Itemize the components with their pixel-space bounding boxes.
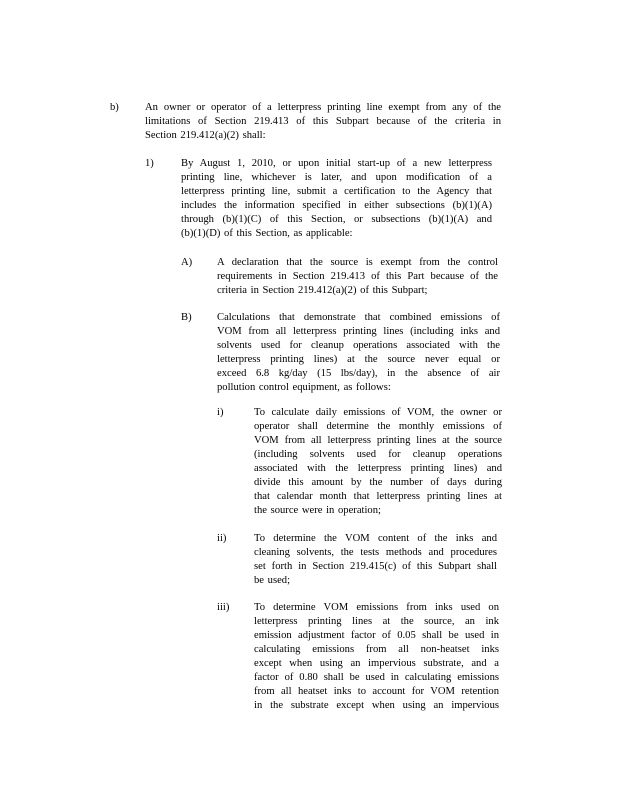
item-1-text: [181, 157, 492, 241]
item-B-line: letterpress printing lines) at the source never equal or: [217, 354, 500, 365]
item-B-line: pollution control equipment, as follows:: [217, 382, 391, 393]
item-i-line: operator shall determine the monthly emissions of: [254, 421, 502, 432]
item-i-line: associated with the letterpress printing lines) and: [254, 463, 502, 474]
item-A-line: A declaration that the source is exempt from the control: [217, 257, 498, 268]
item-A-line: criteria in Section 219.412(a)(2) of this Subpart;: [217, 285, 428, 296]
item-B-line: solvents used for cleanup operations associated with the: [217, 340, 500, 351]
item-i-text: [254, 406, 502, 518]
item-iii-line: factor of 0.80 shall be used in calculating emissions: [254, 672, 499, 683]
section-b-line: limitations of Section 219.413 of this Subpart because of the criteria in: [145, 116, 501, 127]
item-ii-line: be used;: [254, 575, 291, 586]
item-1-line: By August 1, 2010, or upon initial start-up of a new letterpress: [181, 158, 492, 169]
section-b-marker: b): [110, 102, 119, 113]
item-A-marker: A): [181, 257, 193, 268]
item-iii-line: in the substrate except when using an impervious: [254, 700, 499, 711]
item-B-line: exceed 6.8 kg/day (15 lbs/day), in the absence of air: [217, 368, 500, 379]
item-B-line: VOM from all letterpress printing lines (including inks and: [217, 326, 500, 337]
item-iii-line: except when using an impervious substrate, and a: [254, 658, 499, 669]
item-1-line: letterpress printing line, submit a certification to the Agency that: [181, 186, 492, 197]
item-ii-line: cleaning solvents, the tests methods and procedures: [254, 547, 497, 558]
section-b-line: Section 219.412(a)(2) shall:: [145, 130, 266, 141]
item-i-line: (including solvents used for cleanup operations: [254, 449, 502, 460]
item-i-line: VOM from all letterpress printing lines at the source: [254, 435, 502, 446]
item-B-text: [217, 311, 500, 395]
section-b-text: [145, 101, 501, 143]
item-iii-line: from all heatset inks to account for VOM retention: [254, 686, 499, 697]
item-iii-line: letterpress printing lines at the source, an ink: [254, 616, 499, 627]
item-iii-text: [254, 601, 499, 713]
item-ii-line: set forth in Section 219.415(c) of this Subpart shall: [254, 561, 497, 572]
section-b-line: An owner or operator of a letterpress printing line exempt from any of the: [145, 102, 501, 113]
item-1-line: includes the information specified in either subsections (b)(1)(A): [181, 200, 492, 211]
item-iii-line: To determine VOM emissions from inks used on: [254, 602, 499, 613]
item-i-line: To calculate daily emissions of VOM, the owner or: [254, 407, 502, 418]
item-iii-marker: iii): [217, 602, 230, 613]
item-ii-text: [254, 532, 497, 588]
item-1-marker: 1): [145, 158, 154, 169]
item-ii-line: To determine the VOM content of the inks and: [254, 533, 497, 544]
item-B-marker: B): [181, 312, 192, 323]
item-iii-line: calculating emissions from all non-heatset inks: [254, 644, 499, 655]
item-B-line: Calculations that demonstrate that combined emissions of: [217, 312, 500, 323]
item-1-line: printing line, whichever is later, and upon modification of a: [181, 172, 492, 183]
item-i-marker: i): [217, 407, 224, 418]
item-i-line: divide this amount by the number of days during: [254, 477, 502, 488]
item-1-line: (b)(1)(D) of this Section, as applicable:: [181, 228, 353, 239]
item-i-line: that calendar month that letterpress printing lines at: [254, 491, 502, 502]
item-ii-marker: ii): [217, 533, 227, 544]
item-i-line: the source were in operation;: [254, 505, 381, 516]
item-A-text: [217, 256, 498, 298]
item-1-line: through (b)(1)(C) of this Section, or subsections (b)(1)(A) and: [181, 214, 492, 225]
item-iii-line: emission adjustment factor of 0.05 shall be used in: [254, 630, 499, 641]
item-A-line: requirements in Section 219.413 of this Part because of the: [217, 271, 498, 282]
